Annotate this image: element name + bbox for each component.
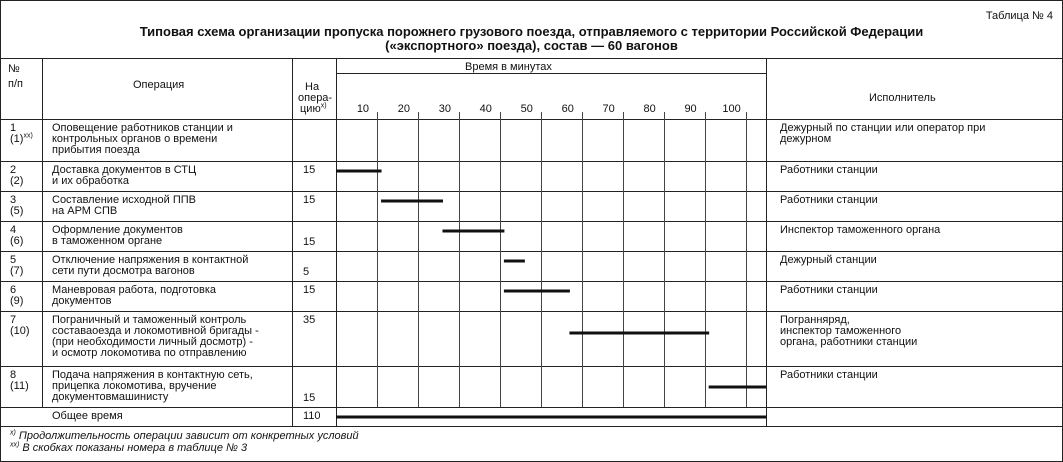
time-tick-label: 60: [561, 103, 574, 115]
row-duration: 15: [303, 284, 316, 296]
row-number: 5: [10, 254, 17, 266]
gantt-bar-end: [766, 386, 767, 389]
row-executor-line: органа, работники станции: [780, 336, 918, 348]
row-operation-line: Пограничный и таможенный контроль: [52, 314, 247, 326]
gantt-bar-end: [524, 260, 525, 263]
row-operation-line: и осмотр локомотива по отправлению: [52, 347, 247, 359]
row-reference: (2): [10, 175, 24, 187]
row-operation-line: Маневровая работа, подготовка: [52, 284, 217, 296]
gantt-bar: [569, 332, 708, 335]
row-operation-line: составаоезда и локомотивной бригады -: [52, 325, 259, 337]
row-number: 7: [10, 314, 17, 326]
page-title-line-2: («экспортного» поезда), состав — 60 вагонов: [385, 38, 678, 53]
total-label: Общее время: [52, 410, 123, 422]
page-title-line-1: Типовая схема организации пропуска порожнего грузового поезда, отправляемого с территории Российской Федерации: [139, 24, 924, 39]
gantt-bar: [504, 290, 570, 293]
total-duration: 110: [303, 410, 321, 422]
gantt-bar: [504, 260, 524, 263]
header-operation: Операция: [133, 79, 185, 91]
row-operation-line: и их обработка: [52, 175, 129, 187]
gantt-bar: [381, 200, 442, 203]
row-reference: (10): [10, 325, 30, 337]
gantt-bar-end: [442, 200, 443, 203]
row-duration: 5: [303, 266, 310, 278]
row-executor-line: Инспектор таможенного органа: [780, 224, 941, 236]
row-operation-line: Составление исходной ППВ: [52, 194, 196, 206]
footnote-1: $^{х)}$ Продолжительность операции зависит от конкретных условий: [10, 429, 359, 442]
row-operation-line: на АРМ СПВ: [52, 205, 118, 217]
row-executor-line: инспектор таможенного: [780, 325, 902, 337]
gantt-bar: [709, 386, 766, 389]
row-executor-line: Работники станции: [780, 369, 878, 381]
gantt-bar: [442, 230, 503, 233]
gantt-total-bar-end: [766, 416, 767, 419]
row-executor-line: Работники станции: [780, 164, 878, 176]
row-operation-line: Оформление документов: [52, 224, 183, 236]
time-tick-label: 30: [438, 103, 451, 115]
row-operation-line: Подача напряжения в контактную сеть,: [52, 369, 253, 381]
row-reference: $(1)^{хх)}$: [10, 132, 33, 145]
row-reference: (9): [10, 295, 24, 307]
duration-footnote-mark: х): [320, 102, 327, 110]
reference-footnote-mark: хх): [23, 132, 33, 140]
time-tick-label: 90: [684, 103, 697, 115]
row-reference: (6): [10, 235, 24, 247]
header-duration-line-2: опера-: [298, 92, 333, 104]
gantt-total-bar: [336, 416, 766, 419]
table-number: Таблица № 4: [985, 10, 1053, 22]
time-tick-label: 70: [602, 103, 615, 115]
row-number: 1: [10, 122, 17, 134]
gantt-bar-end: [381, 170, 382, 173]
row-operation-line: Оповещение работников станции и: [52, 122, 233, 134]
row-operation-line: Отключение напряжения в контактной: [52, 254, 249, 266]
header-time: Время в минутах: [465, 61, 552, 73]
row-operation-line: Доставка документов в СТЦ: [52, 164, 197, 176]
row-executor-line: дежурном: [780, 133, 832, 145]
header-executor: Исполнитель: [869, 92, 936, 104]
row-executor-line: Погранняряд,: [780, 314, 850, 326]
row-duration: 15: [303, 236, 316, 248]
row-duration: 15: [303, 164, 316, 176]
row-number: 3: [10, 194, 17, 206]
row-duration: 15: [303, 194, 316, 206]
row-duration: 35: [303, 314, 316, 326]
row-operation-line: документов: [52, 295, 112, 307]
gantt-bar: [336, 170, 381, 173]
gantt-bar-end: [708, 332, 709, 335]
time-tick-label: 20: [397, 103, 411, 115]
row-operation-line: (при необходимости личный досмотр) -: [52, 336, 253, 348]
time-tick-label: 50: [520, 103, 533, 115]
footnote-2: $^{хх)}$ В скобках показаны номера в таблице № 3: [10, 441, 248, 454]
time-tick-label: 80: [643, 103, 656, 115]
row-operation-line: прицепка локомотива, вручение: [52, 380, 217, 392]
row-reference: (5): [10, 205, 24, 217]
row-duration: 15: [303, 392, 316, 404]
time-tick-label: 10: [356, 103, 370, 115]
header-number-line-1: №: [8, 63, 20, 75]
row-number: 8: [10, 369, 17, 381]
gantt-bar-end: [503, 230, 504, 233]
row-executor-line: Дежурный станции: [780, 254, 877, 266]
row-executor-line: Работники станции: [780, 194, 878, 206]
row-executor-line: Работники станции: [780, 284, 878, 296]
row-reference: (11): [10, 380, 29, 392]
row-number: 4: [10, 224, 17, 236]
time-tick-label: 40: [479, 103, 492, 115]
row-number: 6: [10, 284, 17, 296]
row-operation-line: контрольных органов о времени: [52, 133, 218, 145]
row-operation-line: в таможенном органе: [52, 235, 163, 247]
header-duration-line-3: цию$^{х)}$: [300, 102, 327, 115]
row-executor-line: Дежурный по станции или оператор при: [780, 122, 986, 134]
row-operation-line: сети пути досмотра вагонов: [52, 265, 195, 277]
time-tick-label: 100: [722, 103, 741, 115]
header-number-line-2: п/п: [8, 78, 23, 90]
row-number: 2: [10, 164, 17, 176]
gantt-bar-end: [569, 290, 570, 293]
row-operation-line: документовмашинисту: [52, 391, 169, 403]
row-reference: (7): [10, 265, 24, 277]
header-duration-line-1: На: [305, 81, 320, 93]
row-operation-line: прибытия поезда: [52, 144, 140, 156]
